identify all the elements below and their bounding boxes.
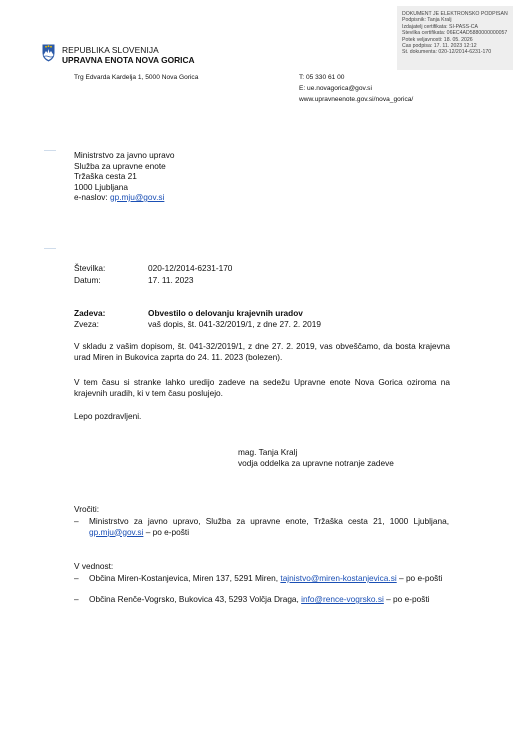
org-website[interactable]: www.upravneenote.gov.si/nova_gorica/ (299, 96, 414, 103)
org-unit: UPRAVNA ENOTA NOVA GORICA (62, 55, 195, 65)
recipient-address (74, 150, 175, 203)
cc-email-link[interactable]: tajnistvo@miren-kostanjevica.si (280, 573, 397, 583)
signatory-name: mag. Tanja Kralj (238, 447, 298, 457)
org-email: E: ue.novagorica@gov.si (299, 85, 372, 92)
body-paragraph: V tem času si stranke lahko uredijo zadeve na sedežu Upravne enote Nova Gorica oziroma na krajevnih uradih, ki v tem času poslujejo. (74, 377, 450, 398)
bullet: – (74, 516, 79, 526)
stamp-line: DOKUMENT JE ELEKTRONSKO PODPISAN (402, 11, 508, 17)
cc-item-text: Občina Miren-Kostanjevica, Miren 137, 5291 Miren, (89, 573, 281, 583)
delivery-item (89, 516, 449, 537)
recipient-line: Tržaška cesta 21 (74, 171, 137, 181)
stamp-line: Čas podpisa: 17. 11. 2023 12:12 (402, 43, 477, 50)
reference-value: vaš dopis, št. 041-32/2019/1, z dne 27. 2. 2019 (148, 319, 321, 329)
bullet: – (74, 594, 79, 604)
cc-item-suffix: – po e-pošti (383, 594, 430, 604)
stamp-line: Potek veljavnosti: 18. 05. 2026 (402, 36, 473, 43)
date-label: Datum: (74, 275, 101, 285)
cc-item-text: Občina Renče-Vogrsko, Bukovica 43, 5293 Volčja Draga, (89, 594, 302, 604)
recipient-email-link[interactable]: gp.mju@gov.si (109, 192, 165, 202)
number-label: Številka: (74, 263, 106, 273)
stamp-line: Izdajatelj certifikata: SI-PASS-CA (402, 23, 479, 30)
cc-item (89, 573, 449, 584)
cc-item (89, 594, 449, 605)
subject-value: Obvestilo o delovanju krajevnih uradov (148, 308, 303, 318)
stamp-line: Št. dokumenta: 020-12/2014-6231-170 (402, 49, 492, 56)
coat-of-arms-icon (42, 44, 55, 62)
recipient-email-line (74, 192, 175, 203)
document-date: 17. 11. 2023 (148, 275, 194, 285)
body-paragraph: V skladu z vašim dopisom, št. 041-32/2019/1, z dne 27. 2. 2019, vas obveščamo, da bosta krajevna urad Miren in Bukovica zaprta do 24. 11. 2023 (bolezen). (74, 341, 450, 362)
fold-mark (44, 248, 56, 249)
recipient-line: Ministrstvo za javno upravo (74, 150, 175, 160)
bullet: – (74, 573, 79, 583)
cc-label: V vednost: (74, 561, 114, 571)
recipient-line: Služba za upravne enote (74, 160, 166, 171)
cc-item-suffix: – po e-pošti (396, 573, 443, 583)
org-name: REPUBLIKA SLOVENIJA (62, 45, 159, 55)
delivery-label: Vročiti: (74, 504, 100, 514)
recipient-line: 1000 Ljubljana (74, 181, 128, 192)
delivery-email-link[interactable]: gp.mju@gov.si (89, 526, 144, 537)
fold-mark (44, 150, 56, 151)
subject-label: Zadeva: (74, 308, 106, 318)
org-address: Trg Edvarda Kardelja 1, 5000 Nova Gorica (74, 74, 199, 81)
reference-label: Zveza: (74, 319, 99, 329)
stamp-line: Številka certifikata: 06EC4AD5880000000057 (402, 30, 508, 37)
delivery-item-text: Ministrstvo za javno upravo, Služba za upravne enote, Tržaška cesta 21, 1000 Ljubljana, (89, 516, 449, 526)
signatory-title: vodja oddelka za upravne notranje zadeve (238, 458, 394, 468)
org-phone: T: 05 330 61 00 (299, 74, 345, 81)
recipient-email-label: e-naslov: (74, 192, 110, 202)
stamp-line: Podpisnik: Tanja Kralj (402, 17, 452, 24)
greeting: Lepo pozdravljeni. (74, 411, 142, 421)
signature-stamp (397, 6, 513, 70)
cc-email-link[interactable]: info@rence-vogrsko.si (301, 594, 384, 604)
document-number: 020-12/2014-6231-170 (148, 263, 233, 273)
delivery-item-suffix: – po e-pošti (143, 526, 190, 537)
